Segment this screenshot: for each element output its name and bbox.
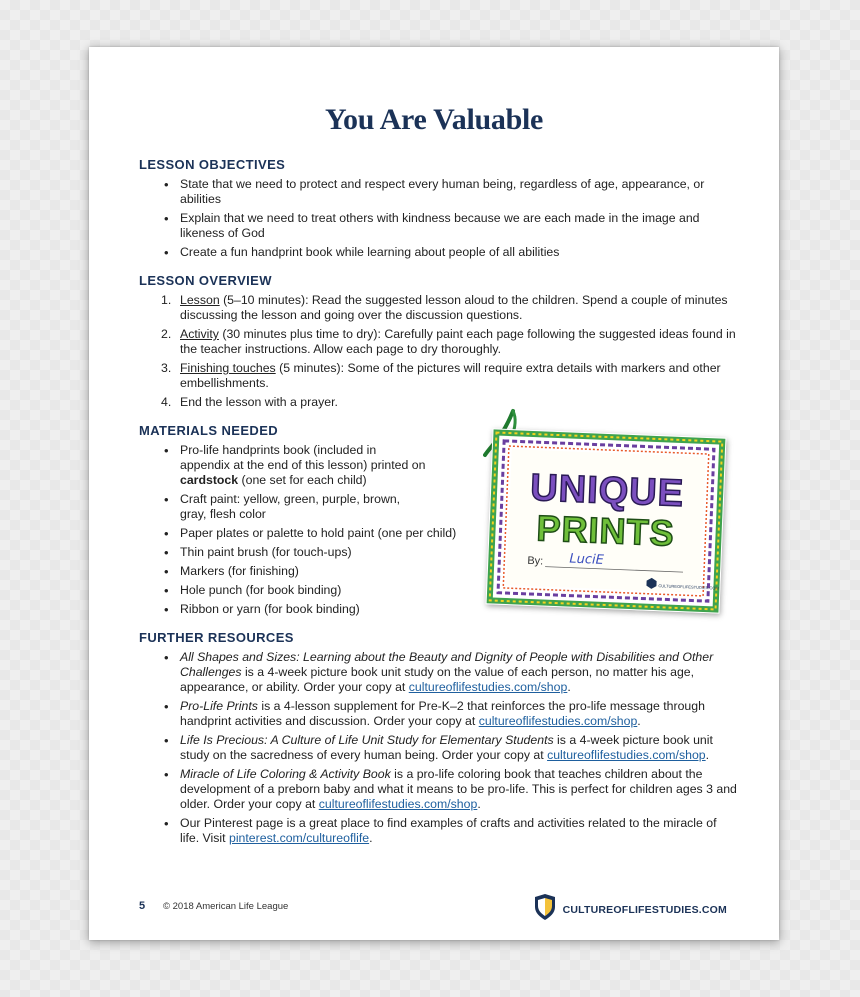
document-page xyxy=(89,47,779,940)
punctuation: . xyxy=(369,831,373,845)
shield-icon xyxy=(533,894,557,920)
item-number: 2. xyxy=(161,327,172,341)
item-text: (5–10 minutes): Read the suggested lesson aloud to the children. Spend a couple of minutes discussing the lesson and going over the discussion questions. xyxy=(180,293,728,322)
resources-heading: FURTHER RESOURCES xyxy=(139,630,294,645)
overview-list xyxy=(139,293,739,410)
book-cover-art xyxy=(486,428,727,613)
objectives-heading: LESSON OBJECTIVES xyxy=(139,157,286,172)
resource-text: is a 4-week picture book unit study on the sacredness of every human being. Order your copy at xyxy=(180,733,713,762)
list-item xyxy=(161,361,739,391)
punctuation: . xyxy=(477,797,481,811)
item-text: (30 minutes plus time to dry): Carefully paint each page following the suggested ideas found in the teacher instructions. Allow each page to dry thoroughly. xyxy=(180,327,736,356)
list-item xyxy=(164,816,739,846)
overview-heading: LESSON OVERVIEW xyxy=(139,273,272,288)
materials-heading: MATERIALS NEEDED xyxy=(139,423,279,438)
shop-link[interactable]: cultureoflifestudies.com/shop xyxy=(408,680,568,694)
section-overview xyxy=(139,273,739,410)
resource-text: is a 4-lesson supplement for Pre-K–2 that reinforces the pro-life message through handprint activities and discussion. Order your copy at xyxy=(180,699,705,728)
materials-list xyxy=(139,443,479,617)
item-text: (one set for each child) xyxy=(238,473,367,487)
list-item xyxy=(161,327,739,357)
card-by-label: By: xyxy=(527,554,544,568)
page-footer xyxy=(139,896,727,920)
item-label: Finishing touches xyxy=(180,361,276,375)
list-item xyxy=(164,650,739,695)
unique-prints-book-cover xyxy=(486,428,727,613)
resource-text: Our Pinterest page is a great place to find examples of crafts and activities related to the miracle of life. Visit xyxy=(180,816,717,845)
brand-name: CULTUREOFLIFESTUDIES.COM xyxy=(562,904,727,916)
punctuation: . xyxy=(567,680,571,694)
card-title-line2: PRINTS xyxy=(535,507,676,554)
list-item: • Create a fun handprint book while learning about people of all abilities xyxy=(164,245,739,260)
item-label: Activity xyxy=(180,327,219,341)
list-item: • Ribbon or yarn (for book binding) xyxy=(164,602,479,617)
resource-title: Life Is Precious: A Culture of Life Unit Study for Elementary Students xyxy=(180,733,554,747)
card-by-name: LuciE xyxy=(569,551,605,568)
item-text: End the lesson with a prayer. xyxy=(180,395,338,409)
resource-text: is a 4-week picture book unit study on the value of each person, no matter his age, appearance, or ability. Order your copy at xyxy=(180,665,695,694)
list-item xyxy=(164,443,479,488)
item-text: Pro-life handprints book (included in appendix at the end of this lesson) printed on xyxy=(180,443,426,472)
card-title-line1: UNIQUE xyxy=(529,466,685,516)
shop-link[interactable]: cultureoflifestudies.com/shop xyxy=(547,748,706,762)
list-item: • Thin paint brush (for touch-ups) xyxy=(164,545,479,560)
objectives-list xyxy=(139,177,739,260)
resource-text: is a pro-life coloring book that teaches children about the development of a preborn baby and what it means to be pro-life. This is perfect for children ages 3 and older. Order your copy at xyxy=(180,767,737,811)
resource-title: Miracle of Life Coloring & Activity Book xyxy=(180,767,391,781)
copyright-text: © 2018 American Life League xyxy=(163,901,289,912)
item-label: Lesson xyxy=(180,293,220,307)
card-brand-text: CULTUREOFLIFESTUDIES.COM xyxy=(658,583,719,591)
shop-link[interactable]: cultureoflifestudies.com/shop xyxy=(478,714,638,728)
item-number: 4. xyxy=(161,395,172,409)
resources-list xyxy=(139,650,739,846)
resource-title: Pro-Life Prints xyxy=(180,699,258,713)
section-materials xyxy=(139,423,479,617)
brand-logo[interactable] xyxy=(533,900,727,920)
list-item xyxy=(164,767,739,812)
list-item xyxy=(164,699,739,729)
list-item xyxy=(164,733,739,763)
section-objectives xyxy=(139,157,739,260)
list-item: • State that we need to protect and respect every human being, regardless of age, appearance, or abilities xyxy=(164,177,739,207)
item-number: 1. xyxy=(161,293,172,307)
list-item: • Craft paint: yellow, green, purple, brown, gray, flesh color xyxy=(164,492,479,522)
list-item xyxy=(161,395,739,410)
pinterest-link[interactable]: pinterest.com/cultureoflife xyxy=(228,831,370,845)
punctuation: . xyxy=(637,714,641,728)
list-item: • Explain that we need to treat others with kindness because we are each made in the image and likeness of God xyxy=(164,211,739,241)
list-item xyxy=(161,293,739,323)
resource-title: All Shapes and Sizes: Learning about the Beauty and Dignity of People with Disabilities and Other Challenges xyxy=(180,650,714,679)
list-item: • Markers (for finishing) xyxy=(164,564,479,579)
list-item: • Hole punch (for book binding) xyxy=(164,583,479,598)
item-bold: cardstock xyxy=(180,473,239,487)
item-number: 3. xyxy=(161,361,172,375)
item-text: (5 minutes): Some of the pictures will require extra details with markers and other embellishments. xyxy=(180,361,721,390)
shop-link[interactable]: cultureoflifestudies.com/shop xyxy=(318,797,478,811)
list-item: • Paper plates or palette to hold paint (one per child) xyxy=(164,526,479,541)
page-title: You Are Valuable xyxy=(324,103,544,136)
section-resources xyxy=(139,630,739,846)
punctuation: . xyxy=(705,748,710,762)
page-number: 5 xyxy=(139,900,146,912)
